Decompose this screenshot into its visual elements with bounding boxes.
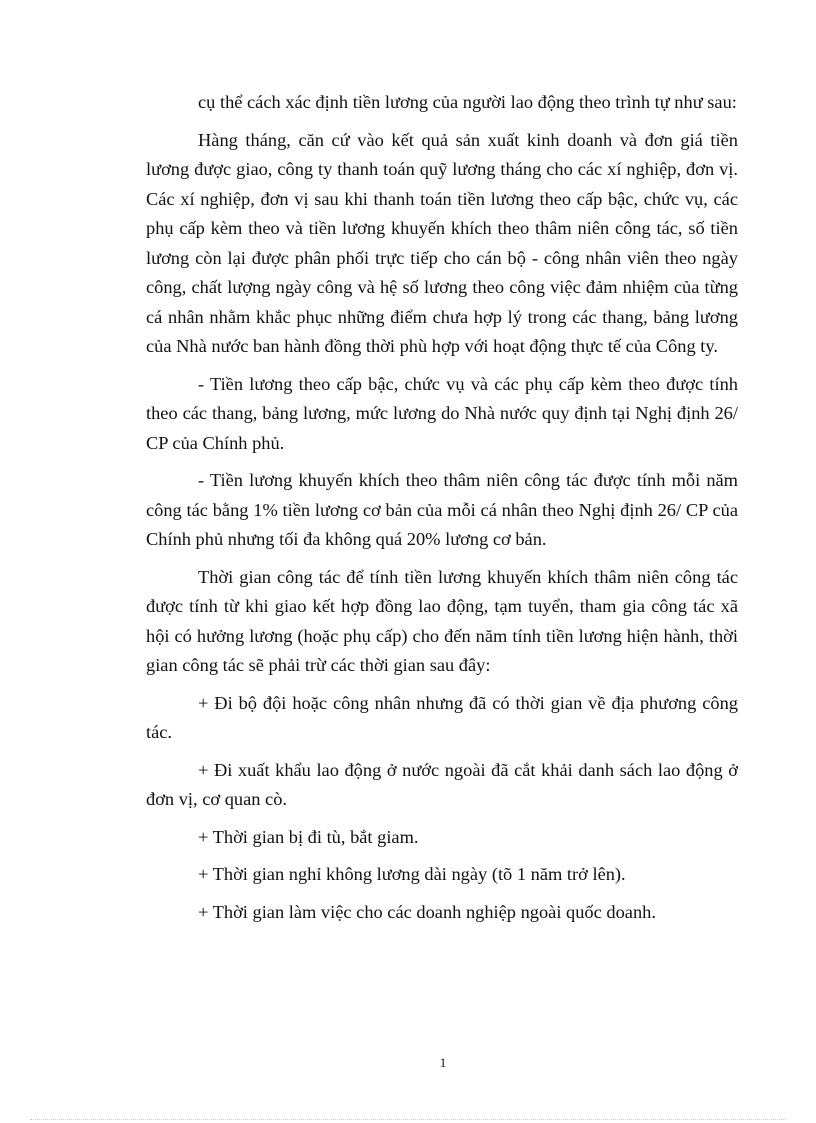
list-item-military-service: + Đi bộ đội hoặc công nhân nhưng đã có thời gian về địa phương công tác. <box>146 692 738 742</box>
paragraph-seniority-bonus: - Tiền lương khuyến khích theo thâm niên công tác được tính mỗi năm công tác bằng 1% tiền lương cơ bản của mỗi cá nhân theo Nghị định 26/ CP của Chính phủ nhưng tối đa không quá 20% lương cơ bản. <box>146 470 738 549</box>
document-body <box>146 88 738 935</box>
paragraph-service-time: Thời gian công tác để tính tiền lương khuyến khích thâm niên công tác được tính từ khi giao kết hợp đồng lao động, tạm tuyển, tham gia công tác xã hội có hưởng lương (hoặc phụ cấp) cho đến năm tính tiền lương hiện hành, thời gian công tác sẽ phải trừ các thời gian sau đây: <box>146 566 738 675</box>
list-item-private-sector-work: + Thời gian làm việc cho các doanh nghiệp ngoài quốc doanh. <box>198 901 656 922</box>
paragraph-rank-salary: - Tiền lương theo cấp bậc, chức vụ và các phụ cấp kèm theo được tính theo các thang, bảng lương, mức lương do Nhà nước quy định tại Nghị định 26/ CP của Chính phủ. <box>146 373 738 453</box>
list-item-unpaid-leave: + Thời gian nghỉ không lương dài ngày (tõ 1 năm trở lên). <box>198 864 626 884</box>
list-item-imprisonment: + Thời gian bị đi tù, bắt giam. <box>198 826 419 847</box>
list-item-labor-export: + Đi xuất khẩu lao động ở nước ngoài đã cắt khải danh sách lao động ở đơn vị, cơ quan cò. <box>146 759 738 809</box>
page-bottom-divider <box>30 1119 786 1120</box>
page-number: 1 <box>439 1055 447 1070</box>
paragraph-salary-method-intro: cụ thể cách xác định tiền lương của người lao động theo trình tự như sau: <box>198 92 737 112</box>
paragraph-monthly-payment: Hàng tháng, căn cứ vào kết quả sản xuất kinh doanh và đơn giá tiền lương được giao, công ty thanh toán quỹ lương tháng cho các xí nghiệp, đơn vị. Các xí nghiệp, đơn vị sau khi thanh toán tiền lương theo cấp bậc, chức vụ, các phụ cấp kèm theo và tiền lương khuyến khích theo thâm niên công tác, số tiền lương còn lại được phân phối trực tiếp cho cán bộ - công nhân viên theo ngày công, chất lượng ngày công và hệ số lương theo công việc đảm nhiệm của từng cá nhân nhằm khắc phục những điểm chưa hợp lý trong các thang, bảng lương của Nhà nước ban hành đồng thời phù hợp với hoạt động thực tế của Công ty. <box>146 129 738 356</box>
